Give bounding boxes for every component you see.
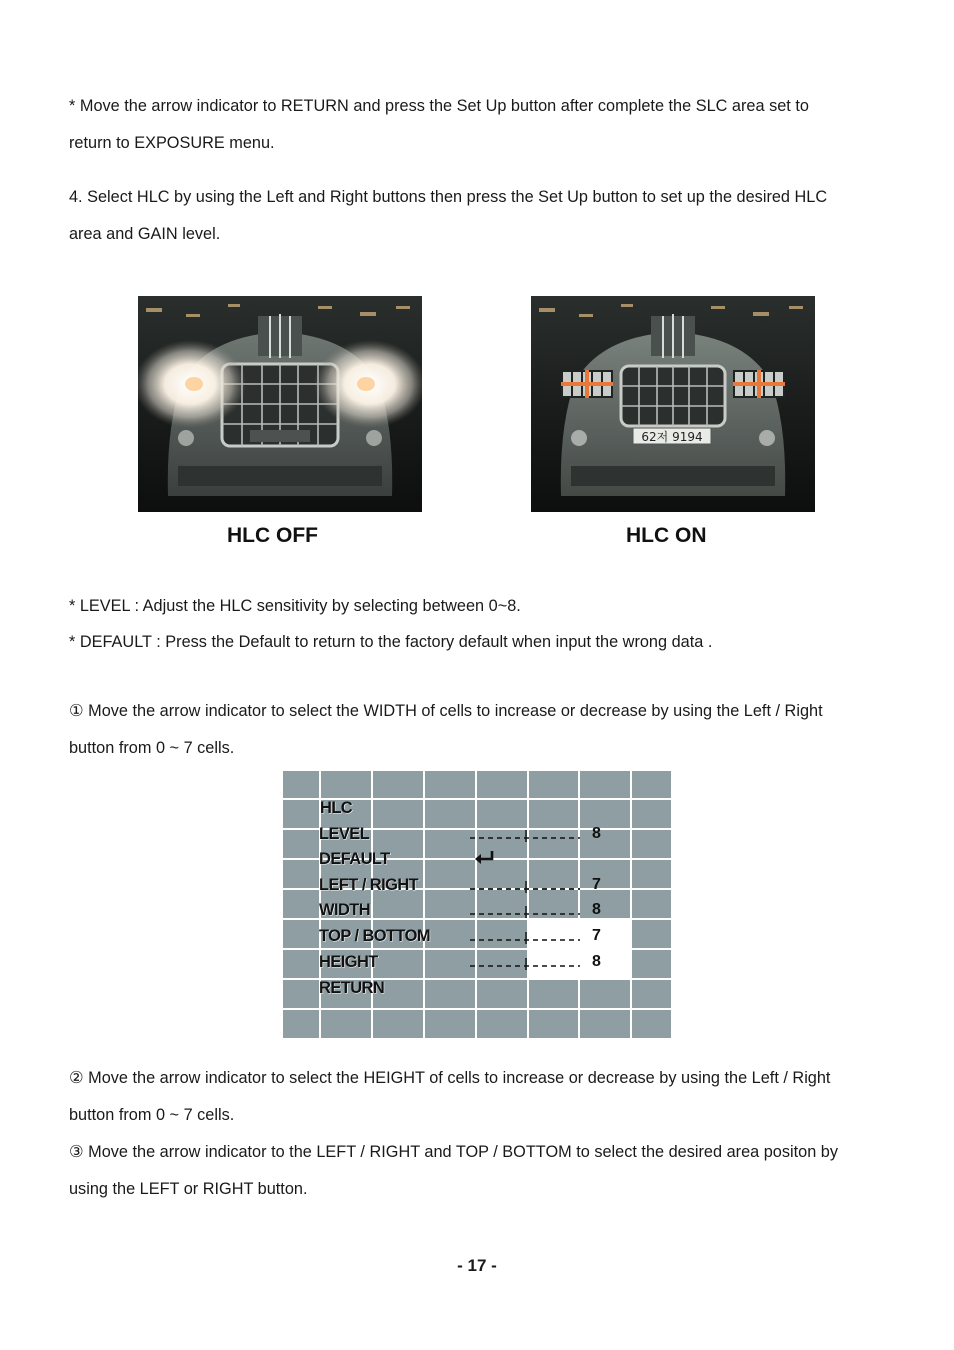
osd-cell — [425, 920, 475, 948]
osd-width-value: 8 — [592, 901, 601, 918]
osd-cell — [373, 950, 423, 978]
osd-cell — [529, 800, 578, 828]
osd-cell — [373, 1010, 423, 1038]
hlc-off-caption: HLC OFF — [227, 524, 318, 547]
return-note — [69, 88, 869, 162]
osd-width-slider[interactable] — [470, 905, 582, 919]
osd-top-bottom-slider[interactable] — [470, 931, 582, 945]
osd-cell — [283, 830, 319, 858]
hlc-on-photo — [531, 296, 815, 512]
osd-cell — [529, 980, 578, 1008]
osd-row-height-label[interactable]: HEIGHT — [319, 953, 378, 971]
osd-cell — [580, 950, 630, 978]
osd-height-value: 8 — [592, 953, 601, 970]
osd-cell — [425, 771, 475, 798]
osd-cell — [632, 980, 671, 1008]
osd-cell — [580, 830, 630, 858]
step-1 — [69, 693, 869, 767]
osd-cell — [529, 771, 578, 798]
step-3 — [69, 1134, 869, 1208]
osd-left-right-slider[interactable] — [470, 880, 582, 894]
osd-row-top-bottom-label[interactable]: TOP / BOTTOM — [319, 927, 431, 945]
step-2 — [69, 1060, 869, 1134]
return-note-line-1: * Move the arrow indicator to RETURN and press the Set Up button after complete the SLC area set to — [69, 97, 809, 115]
osd-cell — [632, 890, 671, 918]
osd-left-right-value: 7 — [592, 876, 601, 893]
osd-cell — [321, 1010, 371, 1038]
osd-cell — [632, 830, 671, 858]
hlc-osd-menu — [282, 770, 672, 1044]
level-note: * LEVEL : Adjust the HLC sensitivity by selecting between 0~8. — [69, 597, 521, 615]
return-arrow-icon[interactable] — [474, 849, 496, 867]
osd-row-level-label[interactable]: LEVEL — [319, 825, 370, 843]
osd-cell — [580, 800, 630, 828]
osd-cell — [373, 800, 423, 828]
osd-title: HLC — [320, 799, 353, 817]
page-number: - 17 - — [457, 1256, 497, 1275]
osd-cell — [425, 980, 475, 1008]
osd-cell — [477, 771, 527, 798]
osd-cell — [283, 980, 319, 1008]
step-2-line-2: button from 0 ~ 7 cells. — [69, 1106, 235, 1124]
osd-cell — [632, 950, 671, 978]
hlc-off-image — [138, 296, 422, 512]
osd-cell — [477, 800, 527, 828]
osd-cell — [425, 950, 475, 978]
osd-cell — [283, 950, 319, 978]
hlc-on-image — [531, 296, 815, 512]
osd-cell — [425, 1010, 475, 1038]
step-3-line-1: ③ Move the arrow indicator to the LEFT / RIGHT and TOP / BOTTOM to select the desired area positon by — [69, 1143, 839, 1161]
step-4-line-1: 4. Select HLC by using the Left and Right buttons then press the Set Up button to set up the desired HLC — [69, 188, 828, 206]
osd-cell — [580, 890, 630, 918]
osd-level-value: 8 — [592, 825, 601, 842]
osd-cell — [632, 860, 671, 888]
osd-cell — [632, 800, 671, 828]
osd-cell — [580, 980, 630, 1008]
hlc-on-caption: HLC ON — [626, 524, 707, 547]
osd-cell — [283, 1010, 319, 1038]
osd-cell — [425, 830, 475, 858]
hlc-off-photo — [138, 296, 422, 512]
osd-cell — [283, 860, 319, 888]
osd-height-slider[interactable] — [470, 957, 582, 971]
osd-level-slider[interactable] — [470, 829, 582, 843]
osd-row-return-label[interactable]: RETURN — [319, 979, 385, 997]
osd-cell — [283, 800, 319, 828]
osd-cell — [477, 980, 527, 1008]
osd-cell — [373, 771, 423, 798]
step-1-line-1: ① Move the arrow indicator to select the WIDTH of cells to increase or decrease by using the Left / Right — [69, 702, 823, 720]
osd-cell — [321, 771, 371, 798]
osd-cell — [580, 1010, 630, 1038]
osd-cell — [580, 860, 630, 888]
osd-cell — [477, 1010, 527, 1038]
osd-cell — [283, 890, 319, 918]
osd-cell — [425, 800, 475, 828]
step-4-line-2: area and GAIN level. — [69, 225, 221, 243]
step-2-line-1: ② Move the arrow indicator to select the HEIGHT of cells to increase or decrease by using the Left / Right — [69, 1069, 831, 1087]
osd-cell — [283, 920, 319, 948]
osd-cell — [580, 920, 630, 948]
osd-top-bottom-value: 7 — [592, 927, 601, 944]
step-1-line-2: button from 0 ~ 7 cells. — [69, 739, 235, 757]
osd-cell — [580, 771, 630, 798]
osd-cell — [425, 890, 475, 918]
return-note-line-2: return to EXPOSURE menu. — [69, 134, 275, 152]
osd-cell — [529, 1010, 578, 1038]
osd-cell — [632, 771, 671, 798]
step-3-line-2: using the LEFT or RIGHT button. — [69, 1180, 308, 1198]
osd-row-default-label[interactable]: DEFAULT — [319, 850, 390, 868]
step-4 — [69, 179, 869, 253]
license-plate-text: 62저 9194 — [641, 430, 703, 444]
default-note: * DEFAULT : Press the Default to return to the factory default when input the wrong data . — [69, 633, 713, 651]
osd-cell — [632, 1010, 671, 1038]
osd-cell — [632, 920, 671, 948]
osd-cell — [283, 771, 319, 798]
osd-row-width-label[interactable]: WIDTH — [319, 901, 371, 919]
osd-row-left-right-label[interactable]: LEFT / RIGHT — [319, 876, 419, 894]
osd-cell — [425, 860, 475, 888]
